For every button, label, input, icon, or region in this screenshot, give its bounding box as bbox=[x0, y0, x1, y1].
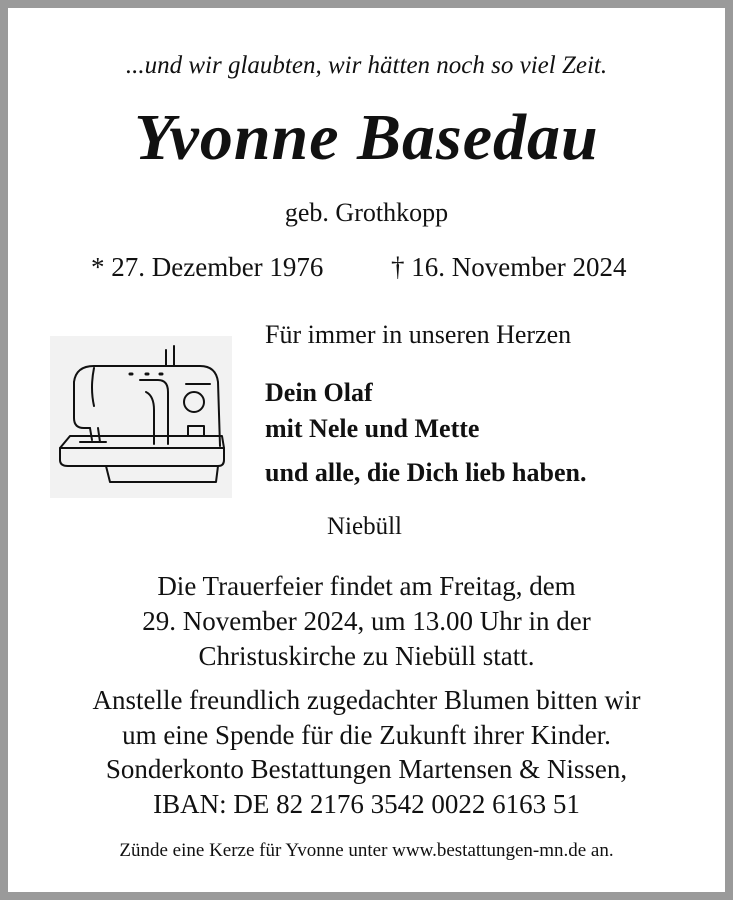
memorial-phrase: Für immer in unseren Herzen bbox=[265, 320, 572, 349]
place-label: Niebüll bbox=[327, 513, 402, 540]
service-line-1: Die Trauerfeier findet am Freitag, dem bbox=[157, 571, 576, 601]
death-date: † 16. November 2024 bbox=[391, 252, 627, 282]
service-line-2: 29. November 2024, um 13.00 Uhr in der bbox=[142, 606, 591, 636]
motto: ...und wir glaubten, wir hätten noch so viel Zeit. bbox=[125, 52, 608, 79]
donation-line-1: Anstelle freundlich zugedachter Blumen bitten wir bbox=[92, 685, 641, 715]
service-line-3: Christuskirche zu Niebüll statt. bbox=[198, 641, 535, 671]
family-line-2: mit Nele und Mette bbox=[265, 414, 480, 443]
deceased-name: Yvonne Basedau bbox=[134, 101, 599, 174]
candle-link-text: Zünde eine Kerze für Yvonne unter www.bestattungen-mn.de an. bbox=[119, 840, 614, 861]
family-line-1: Dein Olaf bbox=[265, 378, 373, 407]
birth-date: * 27. Dezember 1976 bbox=[91, 252, 324, 282]
maiden-name: geb. Grothkopp bbox=[284, 198, 449, 227]
place-name bbox=[8, 513, 733, 541]
donation-line-2: um eine Spende für die Zukunft ihrer Kinder. bbox=[122, 720, 611, 750]
sewing-machine-icon bbox=[50, 336, 232, 498]
family-line-3: und alle, die Dich lieb haben. bbox=[265, 458, 587, 487]
donation-iban: IBAN: DE 82 2176 3542 0022 6163 51 bbox=[153, 789, 580, 819]
donation-line-3: Sonderkonto Bestattungen Martensen & Nissen, bbox=[105, 754, 628, 784]
